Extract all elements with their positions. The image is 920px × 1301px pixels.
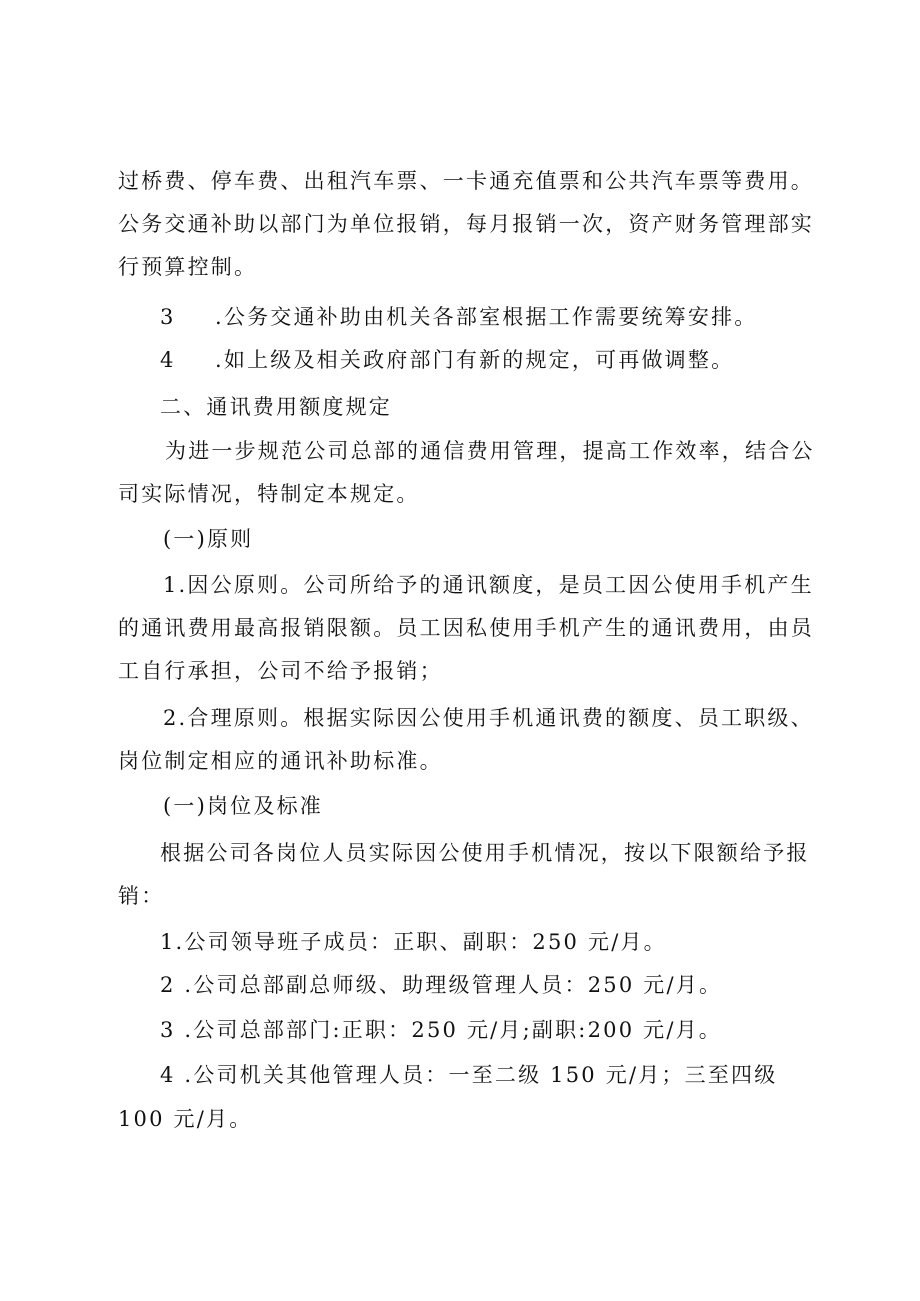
list-item-continuation: 100 元/月。 [118, 1107, 253, 1131]
paragraph-line: 工自行承担，公司不给予报销； [118, 659, 443, 683]
paragraph-line: 行预算控制。 [118, 255, 258, 279]
list-item-text: .如上级及相关政府部门有新的规定，可再做调整。 [215, 348, 735, 372]
paragraph-line: 过桥费、停车费、出租汽车票、一卡通充值票和公共汽车票等费用。 [118, 169, 814, 193]
paragraph-line: 1.因公原则。公司所给予的通讯额度，是员工因公使用手机产生 [163, 573, 814, 597]
list-item-text: .公务交通补助由机关各部室根据工作需要统筹安排。 [215, 305, 758, 329]
list-item [160, 302, 757, 332]
subsection-heading: (一)岗位及标准 [163, 794, 323, 818]
list-item: 2 .公司总部副总师级、助理级管理人员：250 元/月。 [160, 973, 723, 997]
list-item: 1.公司领导班子成员：正职、副职：250 元/月。 [160, 930, 667, 954]
list-item [160, 345, 734, 375]
subsection-heading: (一)原则 [163, 527, 254, 551]
list-item: 4 .公司机关其他管理人员：一至二级 150 元/月；三至四级 [160, 1063, 778, 1087]
paragraph-line: 公务交通补助以部门为单位报销，每月报销一次，资产财务管理部实 [118, 212, 814, 236]
paragraph-line: 的通讯费用最高报销限额。员工因私使用手机产生的通讯费用，由员 [118, 616, 814, 640]
paragraph-line: 为进一步规范公司总部的通信费用管理，提高工作效率，结合公 [165, 439, 815, 463]
paragraph-line: 根据公司各岗位人员实际因公使用手机情况，按以下限额给予报 [160, 841, 810, 865]
list-item: 3 .公司总部部门:正职：250 元/月;副职:200 元/月。 [160, 1018, 723, 1042]
section-heading: 二、通讯费用额度规定 [160, 395, 392, 419]
paragraph-line: 2.合理原则。根据实际因公使用手机通讯费的额度、员工职级、 [163, 706, 814, 730]
paragraph-line: 岗位制定相应的通讯补助标准。 [118, 749, 443, 773]
list-item-number: 4 [160, 348, 176, 372]
list-item-number: 3 [160, 305, 176, 329]
paragraph-line: 销： [118, 884, 165, 908]
paragraph-line: 司实际情况，特制定本规定。 [118, 482, 420, 506]
